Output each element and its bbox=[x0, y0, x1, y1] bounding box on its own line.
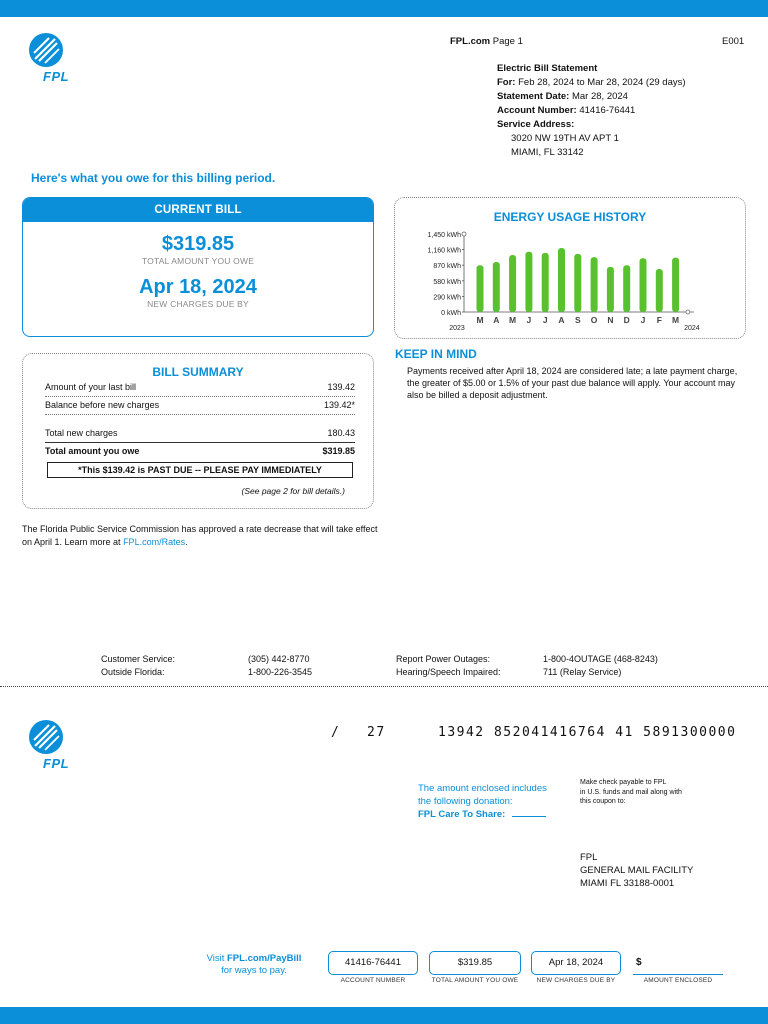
summary-row-new-charges bbox=[45, 428, 355, 438]
donation-block bbox=[418, 782, 547, 821]
keep-in-mind-title: KEEP IN MIND bbox=[395, 347, 477, 361]
y-tick-label: 870 kWh bbox=[433, 263, 461, 271]
account-number: 41416-76441 bbox=[579, 105, 636, 116]
check-line1: Make check payable to FPL bbox=[580, 779, 667, 786]
contact-values-left bbox=[248, 653, 312, 679]
amount-enclosed-label: AMOUNT ENCLOSED bbox=[643, 977, 713, 984]
donation-amount-field[interactable] bbox=[512, 816, 546, 817]
coupon-account-label: ACCOUNT NUMBER bbox=[340, 977, 406, 984]
micr-slash: / bbox=[331, 725, 341, 740]
statement-info bbox=[497, 62, 686, 160]
see-page-note: (See page 2 for bill details.) bbox=[241, 486, 345, 496]
summary-row-label: Amount of your last bill bbox=[45, 382, 137, 392]
usage-bar bbox=[607, 267, 614, 312]
x-tick-label: F bbox=[656, 315, 662, 325]
customer-service-phone[interactable]: (305) 442-8770 bbox=[248, 654, 310, 664]
header-site-page bbox=[450, 35, 523, 49]
coupon-total-label: TOTAL AMOUNT YOU OWE bbox=[431, 977, 519, 984]
donation-line2: the following donation: bbox=[418, 796, 513, 807]
account-number-label: Account Number: bbox=[497, 105, 577, 116]
x-tick-label: O bbox=[590, 315, 598, 325]
hearing-impaired-label: Hearing/Speech Impaired: bbox=[396, 667, 501, 677]
bill-summary-card bbox=[22, 353, 374, 509]
start-year-label: 2023 bbox=[449, 325, 465, 332]
end-year-label: 2024 bbox=[684, 325, 700, 332]
bottom-brand-bar bbox=[0, 1007, 768, 1024]
summary-row-label: Balance before new charges bbox=[45, 400, 160, 410]
address-line2: MIAMI, FL 33142 bbox=[511, 147, 584, 158]
coupon-due-group bbox=[531, 951, 621, 984]
statement-title: Electric Bill Statement bbox=[497, 63, 598, 74]
psc-notice bbox=[22, 523, 382, 549]
service-address-label: Service Address: bbox=[497, 119, 575, 130]
dollar-sign: $ bbox=[636, 957, 642, 968]
summary-row-balance bbox=[45, 400, 355, 410]
x-tick-label: D bbox=[623, 315, 630, 325]
paybill-link[interactable]: FPL.com/PayBill bbox=[226, 953, 302, 964]
x-tick-label: J bbox=[640, 315, 646, 325]
usage-bar bbox=[477, 265, 484, 312]
statement-date: Mar 28, 2024 bbox=[571, 91, 628, 102]
due-date: Apr 18, 2024 bbox=[139, 276, 257, 298]
usage-bar bbox=[525, 252, 532, 312]
x-tick-label: N bbox=[607, 315, 614, 325]
fpl-logo-disc-icon bbox=[29, 33, 63, 67]
x-tick-label: J bbox=[526, 315, 532, 325]
intro-heading: Here's what you owe for this billing period. bbox=[31, 171, 276, 185]
header-code: E001 bbox=[722, 36, 745, 47]
usage-bar bbox=[558, 248, 565, 312]
coupon-due-date: Apr 18, 2024 bbox=[531, 951, 621, 975]
summary-row-value: 139.42 bbox=[327, 382, 355, 392]
past-due-notice: *This $139.42 is PAST DUE -- PLEASE PAY IMMEDIATELY bbox=[47, 462, 353, 478]
usage-bar bbox=[591, 257, 598, 312]
fpl-logo-text: FPL bbox=[43, 69, 70, 84]
y-tick-label: 1,450 kWh bbox=[427, 232, 461, 239]
usage-chart-svg bbox=[395, 226, 745, 336]
y-tick-label: 580 kWh bbox=[433, 278, 461, 286]
check-instructions bbox=[580, 778, 682, 807]
psc-notice-text: The Florida Public Service Commission has approved a rate decrease that will take effect on April 1. Learn more at bbox=[22, 524, 378, 547]
summary-row-value: 139.42* bbox=[323, 400, 355, 410]
micr-number: 27 bbox=[367, 725, 386, 740]
check-line3: this coupon to: bbox=[580, 798, 626, 805]
energy-usage-chart bbox=[394, 197, 746, 339]
usage-bar bbox=[509, 255, 516, 312]
summary-row-last-bill bbox=[45, 382, 355, 392]
usage-bar bbox=[542, 253, 549, 312]
coupon-fpl-logo bbox=[29, 720, 85, 771]
header-page: Page 1 bbox=[492, 36, 523, 47]
summary-row-label: Total new charges bbox=[45, 428, 118, 438]
visit-paybill bbox=[200, 953, 308, 977]
start-point-marker bbox=[462, 232, 466, 236]
y-tick-label: 290 kWh bbox=[433, 294, 461, 302]
due-date-label: NEW CHARGES DUE BY bbox=[147, 299, 249, 309]
fpl-logo-disc-icon bbox=[29, 720, 63, 754]
for-label: For: bbox=[497, 77, 516, 88]
statement-date-label: Statement Date: bbox=[497, 91, 570, 102]
coupon-enclosed-group bbox=[633, 951, 723, 984]
total-amount-label: TOTAL AMOUNT YOU OWE bbox=[141, 256, 255, 266]
mailing-address bbox=[580, 851, 693, 890]
rates-link[interactable]: FPL.com/Rates bbox=[123, 537, 186, 547]
header-site: FPL.com bbox=[450, 36, 491, 47]
mail-line1: FPL bbox=[580, 852, 598, 863]
customer-service-label: Customer Service: bbox=[101, 654, 176, 664]
coupon-total-group bbox=[429, 951, 521, 984]
mail-line2: GENERAL MAIL FACILITY bbox=[580, 865, 694, 876]
x-tick-label: J bbox=[542, 315, 548, 325]
coupon-total: $319.85 bbox=[429, 951, 521, 975]
contact-labels-right bbox=[396, 653, 501, 679]
visit-line2: for ways to pay. bbox=[221, 965, 287, 976]
mail-line3: MIAMI FL 33188-0001 bbox=[580, 878, 675, 889]
summary-row-total bbox=[45, 446, 355, 456]
summary-row-label: Total amount you owe bbox=[45, 446, 140, 456]
amount-enclosed-field[interactable] bbox=[633, 951, 723, 975]
micr-line: 13942 852041416764 41 5891300000 bbox=[438, 725, 737, 740]
current-bill-title: CURRENT BILL bbox=[23, 198, 373, 222]
address-line1: 3020 NW 19TH AV APT 1 bbox=[511, 133, 619, 144]
contact-values-right bbox=[543, 653, 658, 679]
outside-florida-phone[interactable]: 1-800-226-3545 bbox=[248, 667, 313, 677]
x-tick-label: A bbox=[558, 315, 565, 325]
fpl-logo bbox=[29, 33, 85, 84]
power-outage-label: Report Power Outages: bbox=[396, 654, 491, 664]
total-amount: $319.85 bbox=[161, 233, 235, 255]
donation-label: FPL Care To Share: bbox=[418, 809, 506, 820]
x-tick-label: M bbox=[476, 315, 484, 325]
divider bbox=[45, 442, 355, 443]
usage-bar bbox=[623, 265, 630, 312]
x-tick-label: M bbox=[672, 315, 680, 325]
keep-in-mind-text: Payments received after April 18, 2024 are considered late; a late payment charge, the greater of $5.00 or 1.5% of your past due balance will apply. Your account may also be billed a deposit adjustment. bbox=[407, 366, 738, 400]
usage-bar bbox=[656, 269, 663, 312]
relay-service-phone[interactable]: 711 (Relay Service) bbox=[543, 667, 622, 677]
summary-row-value: $319.85 bbox=[322, 446, 355, 456]
chart-title: ENERGY USAGE HISTORY bbox=[493, 210, 647, 224]
billing-period: Feb 28, 2024 to Mar 28, 2024 (29 days) bbox=[518, 77, 686, 88]
divider bbox=[45, 396, 355, 397]
y-tick-label: 0 kWh bbox=[441, 310, 461, 317]
y-tick-label: 1,160 kWh bbox=[427, 247, 461, 255]
check-line2: in U.S. funds and mail along with bbox=[580, 788, 682, 796]
perforation-line bbox=[0, 686, 768, 687]
coupon-account-number: 41416-76441 bbox=[328, 951, 418, 975]
x-tick-label: S bbox=[574, 315, 581, 325]
usage-bar bbox=[574, 254, 581, 312]
contact-labels-left bbox=[101, 653, 175, 679]
top-brand-bar bbox=[0, 0, 768, 17]
usage-bar bbox=[640, 258, 647, 312]
current-bill-card bbox=[22, 197, 374, 337]
end-point-marker bbox=[686, 310, 690, 314]
summary-row-value: 180.43 bbox=[327, 428, 355, 438]
usage-bar bbox=[493, 262, 500, 312]
coupon-due-label: NEW CHARGES DUE BY bbox=[536, 977, 616, 984]
psc-notice-end: . bbox=[185, 537, 188, 547]
fpl-logo-text: FPL bbox=[43, 756, 70, 771]
usage-bar bbox=[672, 258, 679, 312]
outside-florida-label: Outside Florida: bbox=[101, 667, 165, 677]
x-tick-label: A bbox=[493, 315, 500, 325]
x-tick-label: M bbox=[509, 315, 517, 325]
coupon-account-group bbox=[328, 951, 418, 984]
visit-prefix: Visit bbox=[206, 953, 227, 964]
power-outage-phone[interactable]: 1-800-4OUTAGE (468-8243) bbox=[543, 654, 658, 664]
bill-summary-title: BILL SUMMARY bbox=[152, 365, 244, 379]
donation-line1: The amount enclosed includes bbox=[418, 783, 547, 794]
divider bbox=[45, 414, 355, 415]
